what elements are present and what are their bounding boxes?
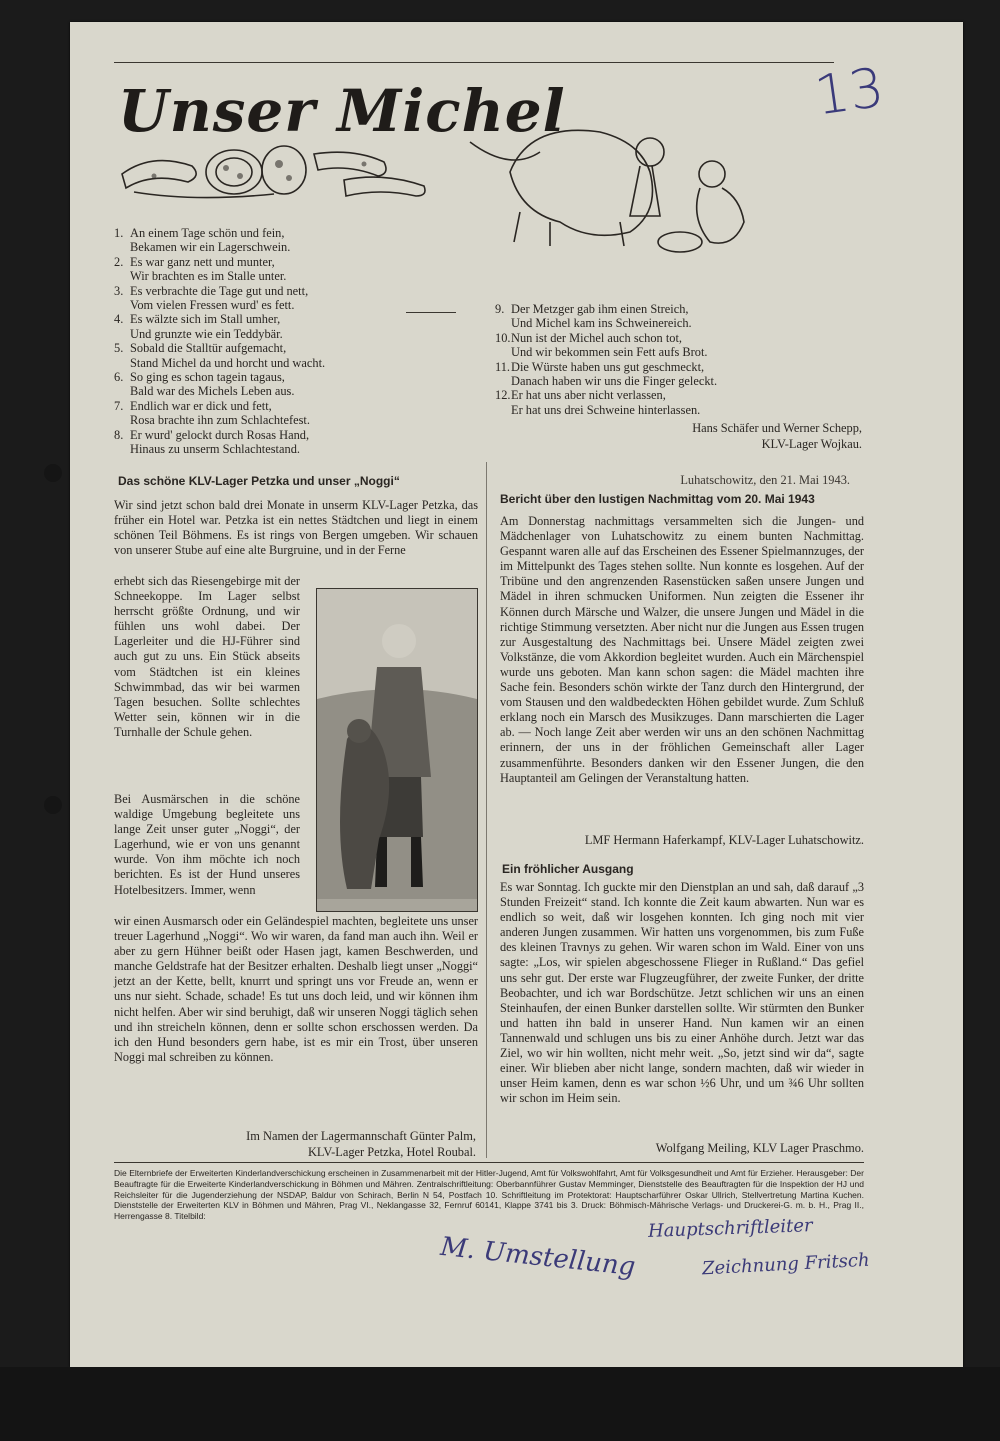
poem-stanza-6: 6. So ging es schon tagein tagaus, Bald war des Michels Leben aus. bbox=[114, 370, 295, 399]
article-petzka-continued: wir einen Ausmarsch oder ein Geländespiel machten, begleitete uns unser treuer Lagerhund „Noggi“. Wo wir waren, da fand man auch ihn. Weil er aber zu gern Hühner beißt oder Hasen jagt, kamen Beschwerden, und manche Geldstrafe hat der Besitzer erhalten. Deshalb liegt unser „Noggi“ jetzt an der Kette, bellt, knurrt und springt uns vor Freude an, wenn er uns nur sieht. Schade, schade! Es tut uns doch leid, und wir können ihm nicht helfen. Aber wir sind beruhigt, daß wir unseren Noggi täglich sehen und ihn streicheln können, denn er sollte schon erschossen werden. Da ich den Hund besonders gern habe, ist es mir ein Trost, über unseren Noggi mal schreiben zu können. bbox=[114, 914, 478, 1064]
punch-hole-bottom bbox=[44, 796, 62, 814]
poem-right-column bbox=[495, 302, 717, 417]
poem-left-column bbox=[114, 226, 325, 457]
handwritten-note-left: M. Umstellung bbox=[438, 1231, 637, 1283]
poem-stanza-12: 12.Er hat uns aber nicht verlassen, Er hat uns drei Schweine hinterlassen. bbox=[495, 388, 701, 417]
poem-stanza-7: 7. Endlich war er dick und fett, Rosa brachte ihn zum Schlachtefest. bbox=[114, 398, 310, 428]
article-ausgang-signature: Wolfgang Meiling, KLV Lager Praschmo. bbox=[655, 1141, 864, 1155]
imprint-footer: Die Elternbriefe der Erweiterten Kinderlandverschickung erscheinen in Zusammenarbeit mit der Hitler-Jugend, Amt für Volkswohlfahrt, Amt für Volksgesundheit und Amt für Erzieher. Herausgeber: Der Beauftragte für die Erweiterte Kinderlandverschickung in Böhmen und Mähren. Zentralschriftleitung: Oberbannführer Gustav Memminger, Dienststelle des Beauftragten für die Inspektion der HJ und Reichsleiter für die Jugenderziehung der NSDAP, Baldur von Schirach, Berlin N 54, Postfach 10. Schriftleitung im Protektorat: Hauptscharführer Oskar Ullrich, Stellvertretung Martina Kuchen. Dienststelle der Erweiterten KLV in Böhmen und Mähren, Prag VI., Neklangasse 32, Fernruf 60141, Klappe 3741 bis 3. Druck: Böhmisch-Mährische Verlags- und Druckerei-G. m. b. H., Prag II., Herrengasse 8. Titelbild: bbox=[114, 1168, 864, 1222]
article-luhatschowitz-dateline: Luhatschowitz, den 21. Mai 1943. bbox=[680, 473, 850, 487]
newsletter-page bbox=[70, 22, 963, 1367]
article-luhatschowitz-body: Am Donnerstag nachmittags versammelten sich die Jungen- und Mädchenlager von Luhatschowitz zu einem bunten Nachmittag. Gespannt waren alle auf das Erscheinen des Essener Spielmannzuges, der im Mittelpunkt des Tages stehen sollte. Nun konnte es losgehen. Auf der Tribüne und den angrenzenden Rasenstücken saßen unsere Jungen und Mädel in ihren schmucken Uniformen. Nun zeigten die Essener ihr Können durch Märsche und Walzer, die unsere Jungen und Mädel in die richtige Stimmung versetzten. Aber nicht nur die Jungen aus Essen trugen zur Ausgestaltung des Nachmittags bei. Unsere Mädel zeigten zwei Volkstänze, die vom Akkordion begleitet wurden. Auch ein Märchenspiel wurde uns geboten. Man kann schon sagen: die Mädel machten ihre Sache fein. Besonders schön wirkte der Tanz durch den Hintergrund, der vom Stausen und den waldbedeckten Höhen gebildet wurde. Zum Schluß erklang noch ein Marsch des Musikzuges. Dann marschierten die Lager ab. — Noch lange Zeit aber werden wir uns an den schönen Nachmittag erinnern, der uns in der fröhlichen Gemeinschaft aller Lager zusammenführte. Besonders danken wir den Essener Jungen, die den Hauptanteil am Gelingen der Veranstaltung hatten. bbox=[500, 514, 864, 785]
article-heading-luhatschowitz: Bericht über den lustigen Nachmittag vom 20. Mai 1943 bbox=[500, 492, 815, 506]
column-divider bbox=[486, 462, 487, 1158]
sausage-illustration bbox=[114, 134, 444, 206]
poem-stanza-1: 1. An einem Tage schön und fein, Bekamen wir ein Lagerschwein. bbox=[114, 226, 291, 255]
article-petzka-intro: Wir sind jetzt schon bald drei Monate in unserm KLV-Lager Petzka, das früher ein Hotel war. Petzka ist ein nettes Städtchen und liegt in einem schönen Teil Böhmens. Es ist rings von Bergen umgeben. Wir schauen von unserer Stube auf eine alte Burgruine, und in der Ferne bbox=[114, 498, 478, 558]
page-title: Unser Michel bbox=[118, 77, 566, 145]
footer-rule bbox=[114, 1162, 864, 1163]
poem-stanza-5: 5. Sobald die Stalltür aufgemacht, Stand Michel da und horcht und wacht. bbox=[114, 341, 326, 370]
poem-stanza-9: 9. Der Metzger gab ihm einen Streich, Und Michel kam ins Schweinereich. bbox=[495, 302, 692, 331]
article-heading-petzka: Das schöne KLV-Lager Petzka und unser „Noggi“ bbox=[118, 474, 400, 488]
poem-stanza-2: 2. Es war ganz nett und munter, Wir brachten es im Stalle unter. bbox=[114, 254, 287, 284]
article-heading-ausgang: Ein fröhlicher Ausgang bbox=[502, 862, 634, 876]
article-petzka-side-text: erhebt sich das Riesengebirge mit der Schneekoppe. Im Lager selbst herrscht größte Ordnung, und wir fühlen uns wohl dabei. Der Lagerleiter und die HJ-Führer sind auch gut zu uns. Ein Stück abseits vom Städtchen ist ein kleines Schwimmbad, das wir bei warmen Tagen besuchen. Sollte schlechtes Wetter sein, können wir in die Turnhalle der Schule gehen. bbox=[114, 574, 300, 739]
article-luhatschowitz-signature: LMF Hermann Haferkampf, KLV-Lager Luhatschowitz. bbox=[584, 833, 864, 847]
poem-stanza-4: 4. Es wälzte sich im Stall umher, Und grunzte wie ein Teddybär. bbox=[114, 312, 283, 341]
handwritten-note-right-2: Zeichnung Fritsch bbox=[701, 1249, 871, 1280]
poem-stanza-8: 8. Er wurd' gelockt durch Rosas Hand, Hinaus zu unserm Schlachtestand. bbox=[114, 427, 310, 457]
scanner-background-strip bbox=[0, 1367, 1000, 1441]
article-petzka-signature: Im Namen der Lagermannschaft Günter Palm, KLV-Lager Petzka, Hotel Roubal. bbox=[246, 1129, 476, 1159]
boy-with-dog-photo bbox=[316, 588, 478, 912]
punch-hole-top bbox=[44, 464, 62, 482]
masthead-rule bbox=[114, 62, 834, 63]
poem-stanza-11: 11.Die Würste haben uns gut geschmeckt, Danach haben wir uns die Finger geleckt. bbox=[495, 359, 718, 389]
pig-and-girls-illustration bbox=[450, 92, 750, 272]
poem-stanza-10: 10.Nun ist der Michel auch schon tot, Und wir bekommen sein Fett aufs Brot. bbox=[495, 330, 708, 360]
poem-divider bbox=[406, 312, 456, 313]
article-ausgang-body: Es war Sonntag. Ich guckte mir den Dienstplan an und sah, daß darauf „3 Stunden Freizeit“ stand. Ich konnte die Zeit kaum abwarten. Nun war es endlich so weit, daß wir losgehen konnten. Ich ging noch mit vier anderen Jungen zusammen. Wir hatten uns vorgenommen, bis zum Fuße des kleinen Travnys zu gehen. Wir waren schon im Wald. Einer von uns sagte: „Los, wir spielen abgeschossene Flieger in Rußland.“ Das gefiel uns sehr gut. Der erste war Flugzeugführer, der zweite Funker, der dritte Beobachter, und ich war Bordschütze. Jetzt schlichen wir uns an einen Steinhaufen, der einen Bunker darstellen sollte. Wir stürmten den Bunker und hatten ihn bald in unserer Hand. Nun kamen wir an einen Tannenwald und schlugen uns bis zu einer Anhöhe durch. Jetzt war das Ziel, wo wir hin wollten, nicht mehr weit. „So, jetzt sind wir da“, sagte einer. Wir blieben aber nicht lange, sondern machten, daß wir wieder in unser Heim kamen, denn es war schon ½6 Uhr, und um ¾6 Uhr sollten wir schon im Heim sein. bbox=[500, 880, 864, 1106]
article-petzka-side-text-2: Bei Ausmärschen in die schöne waldige Umgebung begleitete uns lange Zeit unser guter „Noggi“, der Lagerhund, wie er von uns genannt wurde. Von ihm möchte ich noch berichten. Es ist der Hund unseres Hotelbesitzers. Immer, wenn bbox=[114, 792, 300, 897]
poem-stanza-3: 3. Es verbrachte die Tage gut und nett, Vom vielen Fressen wurd' es fett. bbox=[114, 283, 309, 313]
poem-signature: Hans Schäfer und Werner Schepp, KLV-Lager Wojkau. bbox=[692, 421, 862, 451]
handwritten-page-number: 13 bbox=[810, 55, 888, 128]
photo-drawing bbox=[317, 589, 477, 911]
handwritten-note-right-1: Hauptschriftleiter bbox=[647, 1215, 813, 1242]
